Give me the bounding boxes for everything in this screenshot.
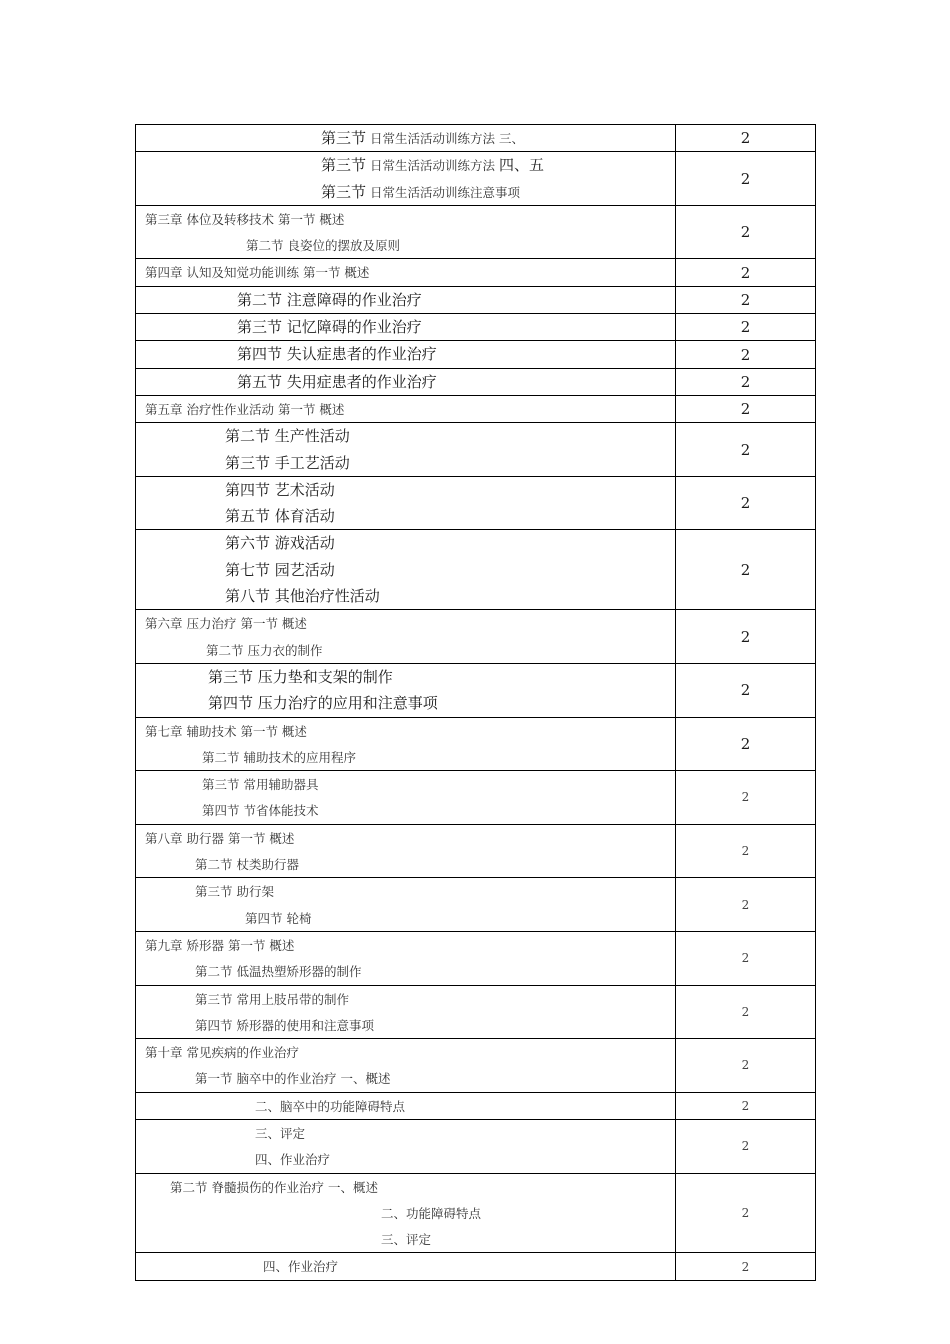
topic-text: 第三节 压力垫和支架的制作	[208, 667, 393, 686]
topic-cell	[136, 931, 676, 985]
topic-cell	[136, 530, 676, 610]
hours-cell: 2	[676, 368, 816, 395]
hours-cell: 2	[676, 985, 816, 1039]
topic-line	[136, 986, 675, 1012]
topic-text: 四、作业治疗	[263, 1259, 339, 1275]
topic-line	[136, 287, 675, 313]
table-row	[136, 259, 816, 286]
topic-line	[136, 718, 675, 744]
topic-line	[136, 1039, 675, 1065]
topic-text: 第二节 注意障碍的作业治疗	[237, 290, 422, 309]
table-row	[136, 368, 816, 395]
table-row	[136, 663, 816, 717]
topic-text: 三、评定	[255, 1125, 306, 1141]
topic-line	[136, 610, 675, 636]
hours-cell: 2	[676, 152, 816, 206]
topic-text: 第六节 游戏活动	[225, 534, 335, 553]
topic-text: 第四节 节省体能技术	[202, 803, 319, 819]
table-row	[136, 878, 816, 932]
topic-text: 第三节	[321, 156, 367, 175]
topic-line	[136, 958, 675, 984]
topic-cell	[136, 985, 676, 1039]
table-row	[136, 205, 816, 259]
topic-text: 第三节 记忆障碍的作业治疗	[237, 318, 422, 337]
topic-line	[136, 1093, 675, 1119]
hours-cell: 2	[676, 1092, 816, 1119]
topic-text: 日常生活活动训练方法	[366, 158, 499, 174]
hours-cell: 2	[676, 1173, 816, 1253]
topic-line	[136, 1012, 675, 1038]
table-row	[136, 530, 816, 610]
topic-text: 第一节 脑卒中的作业治疗 一、概述	[195, 1071, 391, 1087]
table-row	[136, 717, 816, 771]
table-row	[136, 286, 816, 313]
topic-text: 第二节 生产性活动	[225, 427, 350, 446]
table-row	[136, 610, 816, 664]
topic-text: 第四节 失认症患者的作业治疗	[237, 345, 437, 364]
table-row	[136, 152, 816, 206]
hours-cell: 2	[676, 771, 816, 825]
table-row	[136, 341, 816, 368]
topic-cell	[136, 878, 676, 932]
hours-cell: 2	[676, 125, 816, 152]
topic-cell	[136, 717, 676, 771]
topic-line	[136, 477, 675, 503]
topic-text: 第七节 园艺活动	[225, 560, 335, 579]
table-row	[136, 1119, 816, 1173]
topic-cell	[136, 286, 676, 313]
syllabus-table	[135, 124, 816, 1281]
topic-cell	[136, 824, 676, 878]
topic-line	[136, 932, 675, 958]
topic-line	[136, 206, 675, 232]
topic-line	[136, 878, 675, 904]
table-row	[136, 395, 816, 422]
table-row	[136, 771, 816, 825]
topic-text: 第十章 常见疾病的作业治疗	[145, 1045, 299, 1061]
hours-cell: 2	[676, 423, 816, 477]
topic-text: 第五节 体育活动	[225, 507, 335, 526]
topic-cell	[136, 341, 676, 368]
hours-cell: 2	[676, 610, 816, 664]
hours-cell: 2	[676, 476, 816, 530]
topic-line	[136, 744, 675, 770]
hours-cell: 2	[676, 205, 816, 259]
topic-line	[136, 423, 675, 449]
topic-line	[136, 314, 675, 340]
topic-line	[136, 152, 675, 178]
topic-line	[136, 851, 675, 877]
topic-text: 第三节 常用辅助器具	[202, 777, 319, 793]
topic-text: 第二节 脊髓损伤的作业治疗 一、概述	[170, 1179, 378, 1195]
table-row	[136, 125, 816, 152]
topic-line	[136, 690, 675, 716]
topic-cell	[136, 1039, 676, 1093]
topic-text: 第四节 轮椅	[245, 910, 312, 926]
topic-text: 日常生活活动训练方法 三、	[366, 131, 524, 146]
table-row	[136, 824, 816, 878]
topic-line	[136, 503, 675, 529]
topic-cell	[136, 663, 676, 717]
topic-text: 第三节 常用上肢吊带的制作	[195, 991, 349, 1007]
topic-text: 三、评定	[381, 1232, 432, 1248]
table-row	[136, 423, 816, 477]
topic-line	[136, 797, 675, 823]
topic-cell	[136, 395, 676, 422]
hours-cell: 2	[676, 717, 816, 771]
topic-cell	[136, 125, 676, 152]
topic-cell	[136, 1119, 676, 1173]
topic-cell	[136, 1173, 676, 1253]
topic-line	[136, 341, 675, 367]
topic-text: 第六章 压力治疗 第一节 概述	[145, 616, 307, 632]
hours-cell: 2	[676, 1039, 816, 1093]
topic-text: 二、功能障碍特点	[381, 1205, 482, 1221]
hours-cell: 2	[676, 314, 816, 341]
hours-cell: 2	[676, 663, 816, 717]
topic-text: 第二节 压力衣的制作	[206, 642, 323, 658]
topic-text: 第七章 辅助技术 第一节 概述	[145, 723, 307, 739]
topic-text: 第五节 失用症患者的作业治疗	[237, 372, 437, 391]
topic-line	[136, 369, 675, 395]
topic-text: 第五章 治疗性作业活动 第一节 概述	[145, 401, 345, 417]
topic-line	[136, 1065, 675, 1091]
topic-text: 第四节 压力治疗的应用和注意事项	[208, 694, 438, 713]
table-row	[136, 985, 816, 1039]
table-row	[136, 1173, 816, 1253]
topic-line	[136, 396, 675, 422]
topic-text: 二、脑卒中的功能障碍特点	[255, 1098, 406, 1114]
hours-cell: 2	[676, 286, 816, 313]
topic-text: 第三章 体位及转移技术 第一节 概述	[145, 211, 345, 227]
topic-text: 第三节 助行架	[195, 884, 274, 900]
topic-line	[136, 232, 675, 258]
topic-line	[136, 583, 675, 609]
topic-cell	[136, 152, 676, 206]
topic-cell	[136, 314, 676, 341]
topic-line	[136, 1200, 675, 1226]
topic-cell	[136, 259, 676, 286]
topic-cell	[136, 1092, 676, 1119]
table-row	[136, 1092, 816, 1119]
topic-cell	[136, 610, 676, 664]
hours-cell: 2	[676, 259, 816, 286]
topic-text: 第四节 艺术活动	[225, 480, 335, 499]
hours-cell: 2	[676, 878, 816, 932]
hours-cell: 2	[676, 1119, 816, 1173]
topic-text: 第二节 杖类助行器	[195, 857, 299, 873]
topic-text: 日常生活活动训练注意事项	[366, 184, 520, 200]
topic-text: 第三节	[321, 182, 367, 201]
table-row	[136, 476, 816, 530]
topic-cell	[136, 205, 676, 259]
hours-cell: 2	[676, 824, 816, 878]
topic-text: 第八节 其他治疗性活动	[225, 587, 380, 606]
topic-text: 第四节 矫形器的使用和注意事项	[195, 1017, 374, 1033]
topic-line	[136, 1146, 675, 1172]
topic-text: 四、五	[498, 156, 544, 175]
hours-cell: 2	[676, 931, 816, 985]
topic-text: 第三节 手工艺活动	[225, 453, 350, 472]
topic-line	[136, 1120, 675, 1146]
topic-text: 第九章 矫形器 第一节 概述	[145, 937, 295, 953]
topic-text: 第八章 助行器 第一节 概述	[145, 830, 295, 846]
hours-cell: 2	[676, 530, 816, 610]
table-row	[136, 1039, 816, 1093]
topic-text: 第三节	[321, 129, 367, 147]
table-row	[136, 314, 816, 341]
hours-cell: 2	[676, 341, 816, 368]
topic-cell	[136, 1253, 676, 1280]
topic-text: 第四章 认知及知觉功能训练 第一节 概述	[145, 265, 370, 281]
topic-line	[136, 259, 675, 285]
table-row	[136, 1253, 816, 1280]
topic-line	[136, 530, 675, 556]
topic-line	[136, 905, 675, 931]
topic-text: 第二节 辅助技术的应用程序	[202, 749, 356, 765]
topic-cell	[136, 771, 676, 825]
topic-line	[136, 637, 675, 663]
topic-line	[136, 771, 675, 797]
topic-line	[136, 1174, 675, 1200]
topic-line	[136, 1253, 675, 1279]
topic-line	[136, 450, 675, 476]
topic-cell	[136, 368, 676, 395]
topic-text: 四、作业治疗	[255, 1152, 331, 1168]
table-row	[136, 931, 816, 985]
topic-line	[136, 179, 675, 205]
topic-line	[136, 1226, 675, 1252]
topic-cell	[136, 423, 676, 477]
topic-line	[136, 125, 675, 151]
hours-cell: 2	[676, 395, 816, 422]
topic-cell	[136, 476, 676, 530]
topic-text: 第二节 低温热塑矫形器的制作	[195, 964, 362, 980]
topic-line	[136, 825, 675, 851]
topic-line	[136, 557, 675, 583]
hours-cell: 2	[676, 1253, 816, 1280]
syllabus-table-body	[136, 125, 816, 1281]
topic-text: 第二节 良姿位的摆放及原则	[246, 238, 400, 254]
topic-line	[136, 664, 675, 690]
